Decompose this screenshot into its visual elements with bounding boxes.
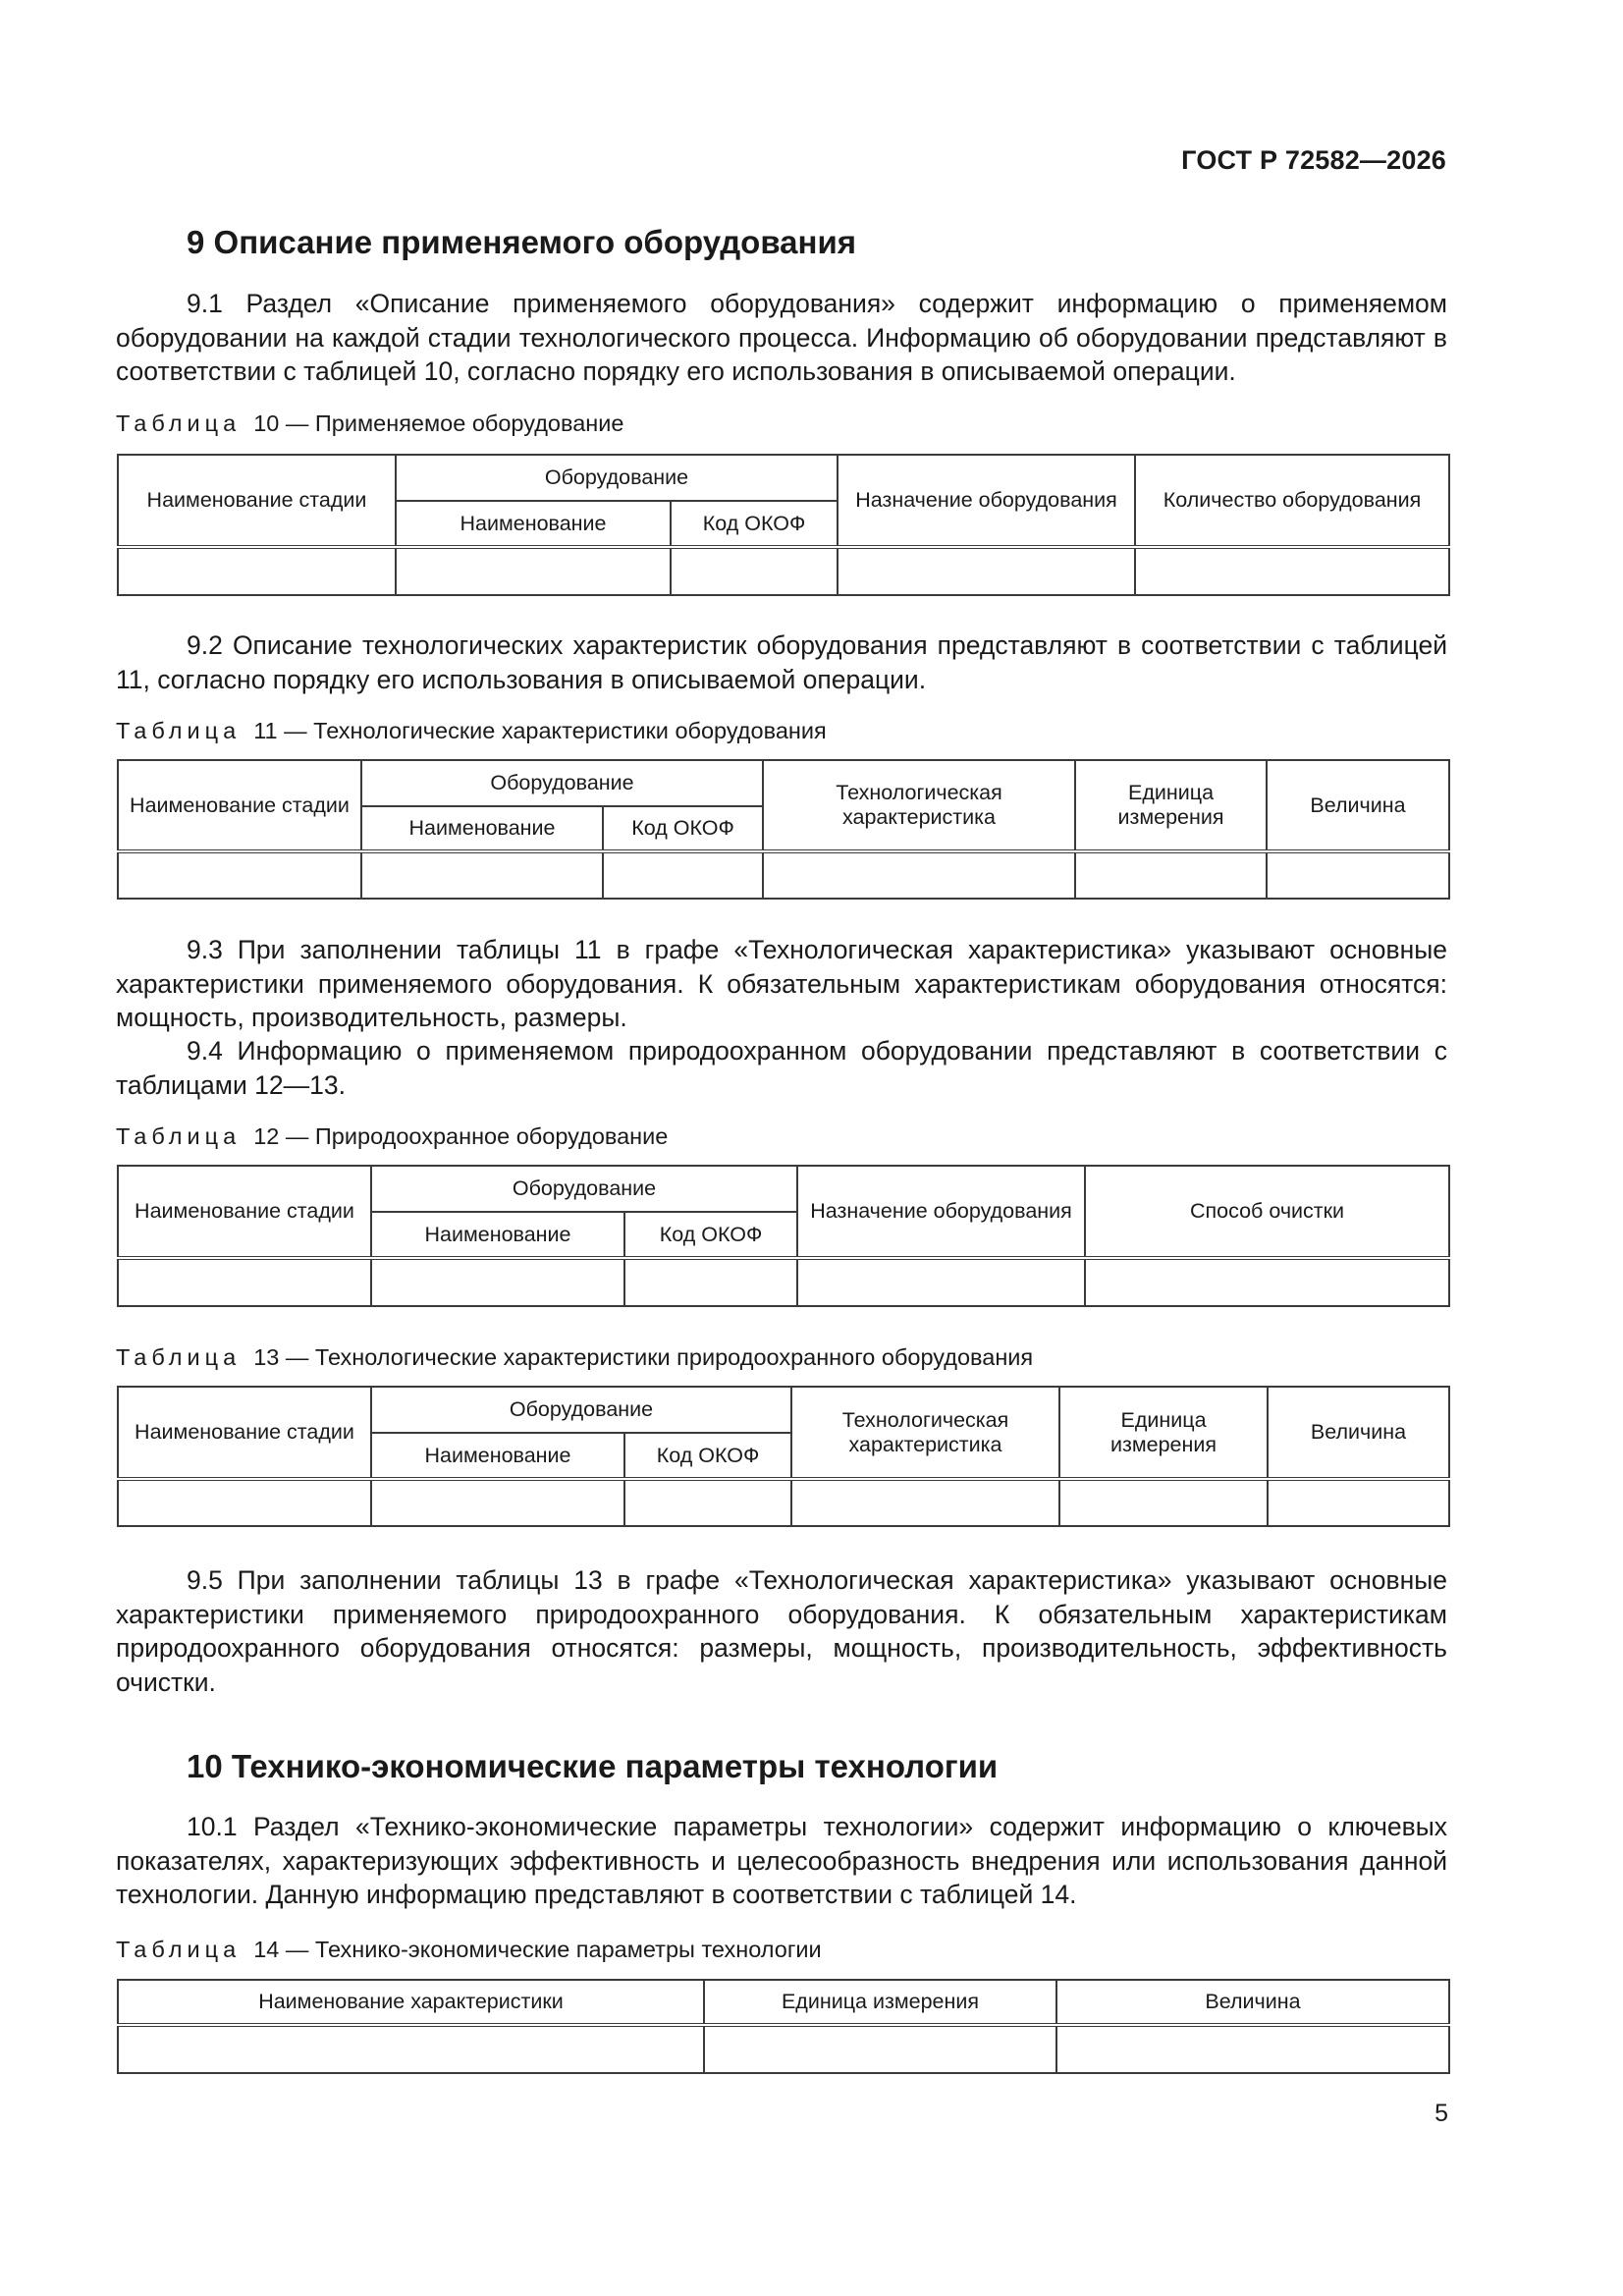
th-equipment: Оборудование <box>396 455 838 501</box>
th-name: Наименование <box>371 1433 624 1479</box>
table-14-caption <box>116 1937 822 1963</box>
table-cell <box>1075 851 1267 899</box>
table-cell <box>603 851 763 899</box>
th-purpose: Назначение оборудования <box>797 1166 1085 1258</box>
table-cell <box>1085 1258 1449 1306</box>
th-name: Наименование <box>361 806 603 851</box>
caption-word: Таблица <box>116 1123 242 1149</box>
table-cell <box>1268 1479 1449 1526</box>
table-cell <box>396 547 671 595</box>
page-number: 5 <box>1434 2100 1448 2127</box>
table-13-caption <box>116 1344 1033 1371</box>
table-cell <box>1059 1479 1268 1526</box>
table-cell <box>797 1258 1085 1306</box>
caption-text: 12 — Природоохранное оборудование <box>253 1123 669 1149</box>
th-stage: Наименование стадии <box>118 1387 371 1479</box>
caption-text: 13 — Технологические характеристики природоохранного оборудования <box>253 1344 1034 1370</box>
table-11-caption <box>116 718 827 744</box>
table-cell <box>118 1258 371 1306</box>
th-quantity: Количество оборудования <box>1135 455 1449 547</box>
table-12-caption <box>116 1123 668 1150</box>
th-value: Величина <box>1268 1387 1449 1479</box>
caption-word: Таблица <box>116 410 242 436</box>
table-cell <box>763 851 1075 899</box>
table-cell <box>118 851 361 899</box>
table-cell <box>671 547 838 595</box>
caption-text: 11 — Технологические характеристики оборудования <box>253 718 827 743</box>
caption-word: Таблица <box>116 718 242 743</box>
paragraph-9-5: 9.5 При заполнении таблицы 13 в графе «Технологическая характеристика» указывают основные характеристики применяемого природоохранного оборудования. К обязательным характеристикам природоохранного оборудования относятся: размеры, мощность, производительность, эффективность очистки. <box>116 1565 1447 1697</box>
table-cell <box>1056 2025 1449 2073</box>
table-cell <box>118 1479 371 1526</box>
th-unit: Единица измерения <box>1075 760 1267 851</box>
caption-word: Таблица <box>116 1344 242 1370</box>
table-cell <box>371 1258 624 1306</box>
th-characteristic: Наименование характеристики <box>118 1980 704 2025</box>
table-cell <box>371 1479 624 1526</box>
table-cell <box>118 547 396 595</box>
th-characteristic: Технологическая характеристика <box>791 1387 1059 1479</box>
th-name: Наименование <box>396 501 671 547</box>
th-cleaning: Способ очистки <box>1085 1166 1449 1258</box>
table-cell <box>1135 547 1449 595</box>
table-row <box>118 547 1449 595</box>
th-code: Код ОКОФ <box>603 806 763 851</box>
th-unit: Единица измерения <box>704 1980 1056 2025</box>
table-14 <box>117 1979 1450 2074</box>
table-10-caption <box>116 410 623 437</box>
caption-word: Таблица <box>116 1937 242 1962</box>
table-10 <box>117 454 1450 596</box>
th-name: Наименование <box>371 1212 624 1258</box>
table-13 <box>117 1386 1450 1527</box>
table-cell <box>118 2025 704 2073</box>
th-value: Величина <box>1056 1980 1449 2025</box>
caption-text: 14 — Технико-экономические параметры технологии <box>253 1937 822 1962</box>
section-9-title: 9 Описание применяемого оборудования <box>187 224 857 260</box>
paragraph-9-3: 9.3 При заполнении таблицы 11 в графе «Технологическая характеристика» указывают основные характеристики применяемого оборудования. К обязательным характеристикам оборудования относятся: мощность, производительность, размеры. <box>116 935 1447 1032</box>
th-purpose: Назначение оборудования <box>838 455 1135 547</box>
paragraph-10-1: 10.1 Раздел «Технико-экономические параметры технологии» содержит информацию о ключевых показателях, характеризующих эффективность и целесообразность внедрения или использования данной технологии. Данную информацию представляют в соответствии с таблицей 14. <box>116 1812 1447 1909</box>
table-cell <box>704 2025 1056 2073</box>
th-equipment: Оборудование <box>371 1387 791 1433</box>
table-row <box>118 1258 1449 1306</box>
paragraph-9-1: 9.1 Раздел «Описание применяемого оборудования» содержит информацию о применяемом оборудовании на каждой стадии технологического процесса. Информацию об оборудовании представляют в соответствии с таблицей 10, согласно порядку его использования в описываемой операции. <box>116 289 1447 386</box>
table-row <box>118 1479 1449 1526</box>
section-10-title: 10 Технико-экономические параметры технологии <box>187 1748 999 1784</box>
table-cell <box>624 1479 791 1526</box>
table-cell <box>361 851 603 899</box>
th-value: Величина <box>1267 760 1449 851</box>
table-12 <box>117 1165 1450 1307</box>
table-cell <box>791 1479 1059 1526</box>
paragraph-9-2: 9.2 Описание технологических характеристик оборудования представляют в соответствии с таблицей 11, согласно порядку его использования в описываемой операции. <box>116 630 1447 694</box>
table-cell <box>838 547 1135 595</box>
caption-text: 10 — Применяемое оборудование <box>253 410 624 436</box>
th-stage: Наименование стадии <box>118 1166 371 1258</box>
th-stage: Наименование стадии <box>118 455 396 547</box>
table-11 <box>117 759 1450 900</box>
th-code: Код ОКОФ <box>624 1433 791 1479</box>
paragraph-9-4: 9.4 Информацию о применяемом природоохранном оборудовании представляют в соответствии с таблицами 12—13. <box>116 1036 1447 1100</box>
th-equipment: Оборудование <box>371 1166 797 1212</box>
th-equipment: Оборудование <box>361 760 763 806</box>
table-cell <box>1267 851 1449 899</box>
th-code: Код ОКОФ <box>624 1212 797 1258</box>
th-characteristic: Технологическая характеристика <box>763 760 1075 851</box>
table-row <box>118 851 1449 899</box>
table-cell <box>624 1258 797 1306</box>
th-stage: Наименование стадии <box>118 760 361 851</box>
th-unit: Единица измерения <box>1059 1387 1268 1479</box>
document-code: ГОСТ Р 72582—2026 <box>1181 145 1446 175</box>
th-code: Код ОКОФ <box>671 501 838 547</box>
table-row <box>118 2025 1449 2073</box>
